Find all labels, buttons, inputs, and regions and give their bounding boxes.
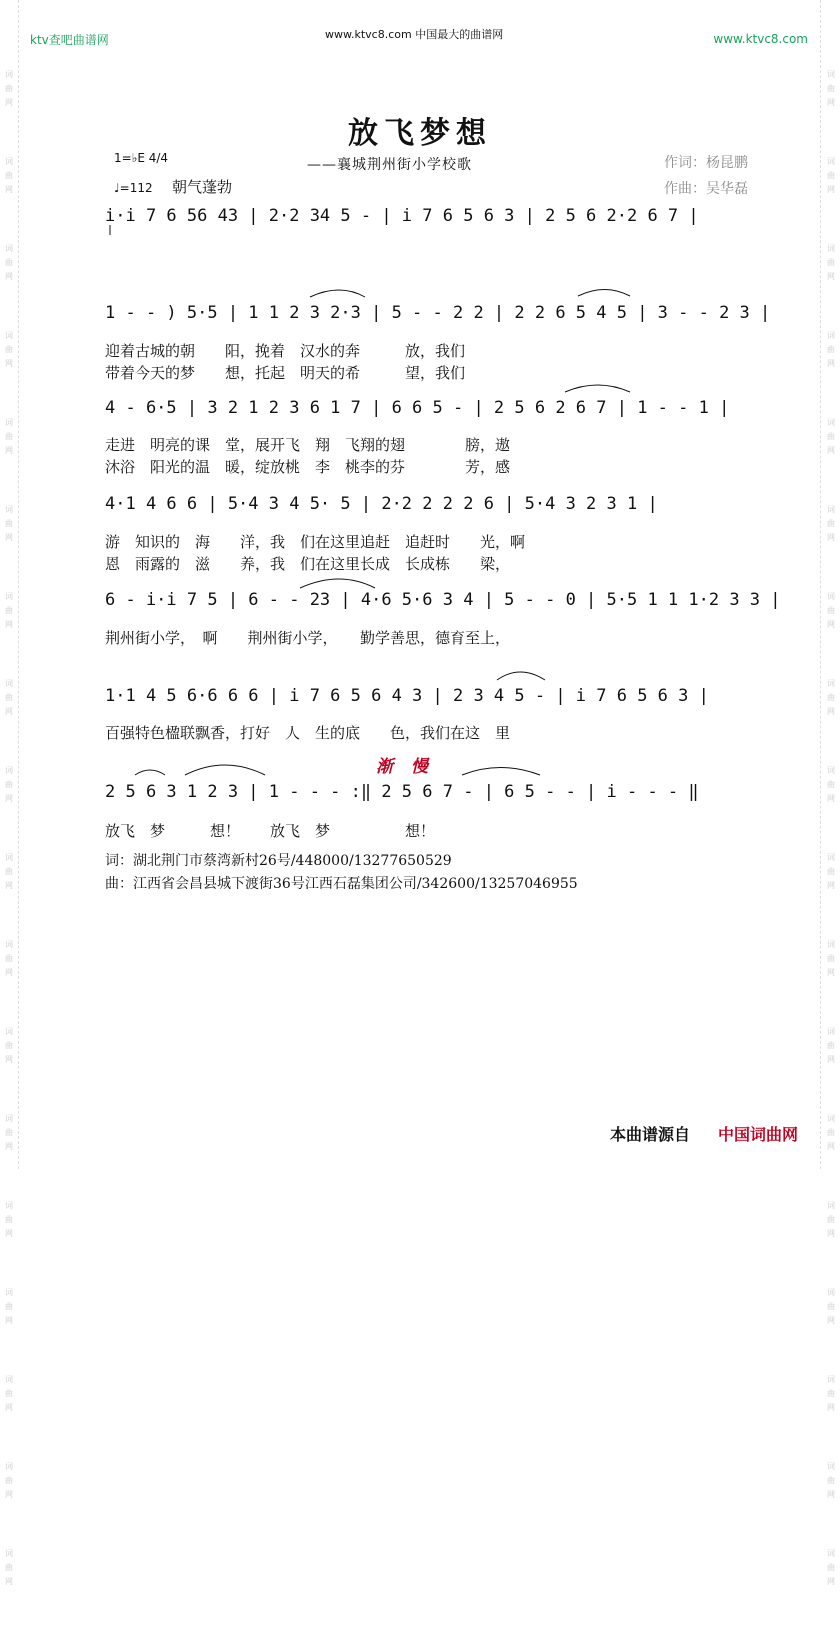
watermark-glyph: 词	[827, 70, 835, 79]
watermark-glyph: 曲	[5, 1215, 13, 1224]
score-row-6: 1·1 4 5 6·6 6 6 | i 7 6 5 6 4 3 | 2 3 4 5 - | i 7 6 5 6 3 |	[105, 686, 709, 706]
watermark-glyph: 词	[5, 1201, 13, 1210]
song-title: 放飞梦想	[348, 116, 492, 151]
watermark-glyph: 词	[5, 1288, 13, 1297]
watermark-glyph: 曲	[827, 780, 835, 789]
watermark-glyph: 网	[827, 1577, 835, 1586]
watermark-glyph: 网	[5, 272, 13, 281]
watermark-glyph: 网	[827, 98, 835, 107]
lyric-line-9: 放飞 梦 想！ 放飞 梦 想！	[105, 822, 436, 840]
watermark-glyph: 网	[827, 1490, 835, 1499]
lyric-line-6: 恩 雨露的 滋 养，我 们在这里长成 长成栋 梁，	[105, 555, 511, 573]
watermark-glyph: 曲	[827, 1563, 835, 1572]
watermark-glyph: 网	[5, 359, 13, 368]
key-signature: 1=♭E 4/4	[114, 151, 169, 165]
watermark-glyph: 曲	[5, 867, 13, 876]
composer-credit: 作曲：吴华磊	[664, 181, 748, 197]
watermark-glyph: 词	[827, 1114, 835, 1123]
watermark-glyph: 网	[5, 1577, 13, 1586]
watermark-glyph: 曲	[5, 1389, 13, 1398]
watermark-glyph: 网	[5, 707, 13, 716]
watermark-glyph: 网	[5, 620, 13, 629]
watermark-glyph: 词	[5, 244, 13, 253]
lyric-line-8: 百强特色楹联飘香，打好 人 生的底 色，我们在这 里	[105, 724, 511, 742]
score-row-2: 1 - - ) 5·5 | 1 1 2 3 2·3 | 5 - - 2 2 | 2 2 6 5 4 5 | 3 - - 2 3 |	[105, 303, 771, 323]
watermark-glyph: 词	[5, 766, 13, 775]
watermark-glyph: 曲	[827, 1476, 835, 1485]
watermark-glyph: 网	[5, 1490, 13, 1499]
score-row-5: 6 - i·i 7 5 | 6 - - 23 | 4·6 5·6 3 4 | 5 - - 0 | 5·5 1 1 1·2 3 3 |	[105, 590, 781, 610]
footer-source-label: 本曲谱源自	[610, 1125, 691, 1144]
watermark-glyph: 曲	[827, 345, 835, 354]
watermark-glyph: 网	[827, 1055, 835, 1064]
watermark-glyph: 词	[827, 853, 835, 862]
watermark-glyph: 词	[5, 1462, 13, 1471]
watermark-glyph: 网	[827, 185, 835, 194]
watermark-glyph: 词	[5, 940, 13, 949]
watermark-glyph: 网	[827, 1316, 835, 1325]
score-row-4: 4·1 4 6 6 | 5·4 3 4 5· 5 | 2·2 2 2 2 6 | 5·4 3 2 3 1 |	[105, 494, 658, 514]
watermark-glyph: 词	[827, 592, 835, 601]
watermark-glyph: 网	[827, 272, 835, 281]
watermark-glyph: 网	[827, 1229, 835, 1238]
watermark-glyph: 词	[827, 418, 835, 427]
lyricist-contact: 词：湖北荆门市蔡湾新村26号/448000/13277650529	[105, 853, 452, 869]
watermark-glyph: 词	[827, 244, 835, 253]
watermark-glyph: 曲	[827, 1215, 835, 1224]
watermark-glyph: 网	[5, 446, 13, 455]
lyric-line-3: 走进 明亮的课 堂，展开飞 翔 飞翔的翅 膀，遨	[105, 436, 511, 454]
watermark-glyph: 曲	[5, 954, 13, 963]
mood-marking: 朝气蓬勃	[172, 178, 233, 196]
watermark-glyph: 曲	[827, 1389, 835, 1398]
watermark-glyph: 词	[827, 940, 835, 949]
watermark-glyph: 词	[5, 1027, 13, 1036]
watermark-glyph: 曲	[5, 1476, 13, 1485]
watermark-glyph: 词	[5, 853, 13, 862]
header-site-link-right[interactable]: www.ktvc8.com	[713, 32, 808, 46]
watermark-glyph: 网	[827, 1142, 835, 1151]
watermark-glyph: 词	[5, 1375, 13, 1384]
watermark-glyph: 网	[5, 185, 13, 194]
watermark-glyph: 曲	[827, 258, 835, 267]
lyric-line-2: 带着今天的梦 想，托起 明天的希 望，我们	[105, 364, 466, 382]
composer-contact: 曲：江西省会昌县城下渡街36号江西石磊集团公司/342600/13257046955	[105, 876, 578, 892]
watermark-glyph: 曲	[5, 345, 13, 354]
watermark-glyph: 曲	[827, 1041, 835, 1050]
watermark-glyph: 曲	[5, 84, 13, 93]
watermark-glyph: 网	[827, 359, 835, 368]
watermark-glyph: 网	[827, 968, 835, 977]
watermark-glyph: 网	[827, 707, 835, 716]
tempo-marking: ♩=112	[114, 181, 153, 195]
watermark-glyph: 曲	[5, 693, 13, 702]
watermark-glyph: 曲	[5, 606, 13, 615]
watermark-glyph: 词	[5, 331, 13, 340]
watermark-glyph: 曲	[5, 1563, 13, 1572]
watermark-glyph: 词	[5, 418, 13, 427]
watermark-glyph: 词	[827, 157, 835, 166]
watermark-glyph: 词	[5, 1549, 13, 1558]
watermark-glyph: 曲	[827, 1128, 835, 1137]
watermark-glyph: 曲	[827, 84, 835, 93]
watermark-glyph: 网	[5, 1403, 13, 1412]
footer-site-link[interactable]: 中国词曲网	[718, 1125, 799, 1144]
lyricist-credit: 作词：杨昆鹏	[664, 155, 748, 171]
watermark-glyph: 曲	[5, 1128, 13, 1137]
song-subtitle: ——襄城荆州街小学校歌	[307, 157, 472, 173]
header-site-caption: www.ktvc8.com 中国最大的曲谱网	[325, 28, 504, 41]
watermark-glyph: 网	[827, 1403, 835, 1412]
watermark-glyph: 曲	[5, 1041, 13, 1050]
watermark-glyph: 网	[827, 881, 835, 890]
watermark-glyph: 曲	[5, 432, 13, 441]
watermark-glyph: 词	[5, 592, 13, 601]
score-row-7: 2 5 6 3 1 2 3 | 1 - - - :‖ 2 5 6 7 - | 6 5 - - | i - - - ‖	[105, 782, 699, 802]
watermark-glyph: 曲	[5, 519, 13, 528]
watermark-glyph: 网	[5, 881, 13, 890]
watermark-glyph: 词	[5, 70, 13, 79]
watermark-glyph: 曲	[827, 693, 835, 702]
watermark-glyph: 网	[5, 1316, 13, 1325]
watermark-glyph: 曲	[827, 171, 835, 180]
watermark-glyph: 曲	[5, 171, 13, 180]
score-row-3: 4 - 6·5 | 3 2 1 2 3 6 1 7 | 6 6 5 - | 2 5 6 2 6 7 | 1 - - 1 |	[105, 398, 730, 418]
watermark-glyph: 词	[827, 1549, 835, 1558]
watermark-glyph: 曲	[827, 954, 835, 963]
watermark-glyph: 曲	[827, 519, 835, 528]
watermark-glyph: 网	[5, 533, 13, 542]
watermark-glyph: 曲	[827, 867, 835, 876]
watermark-glyph: 词	[827, 1462, 835, 1471]
header-site-link-left[interactable]: ktv查吧曲谱网	[30, 33, 109, 47]
watermark-glyph: 网	[827, 794, 835, 803]
watermark-glyph: 网	[827, 533, 835, 542]
watermark-glyph: 网	[827, 620, 835, 629]
watermark-glyph: 词	[827, 1288, 835, 1297]
lyric-line-5: 游 知识的 海 洋，我 们在这里追赶 追赶时 光，啊	[105, 533, 526, 551]
watermark-glyph: 词	[827, 766, 835, 775]
lyric-line-7: 荆州街小学， 啊 荆州街小学， 勤学善思，德育至上，	[105, 629, 511, 647]
watermark-glyph: 网	[5, 968, 13, 977]
ritardando-marking: 渐 慢	[376, 757, 434, 777]
watermark-glyph: 词	[5, 505, 13, 514]
score-row-1: i·i 7 6 56 43 | 2·2 34 5 - | i 7 6 5 6 3 | 2 5 6 2·2 6 7 |	[105, 206, 699, 226]
watermark-glyph: 词	[5, 679, 13, 688]
watermark-glyph: 曲	[827, 606, 835, 615]
watermark-glyph: 词	[827, 505, 835, 514]
watermark-glyph: 曲	[5, 1302, 13, 1311]
watermark-glyph: 网	[5, 98, 13, 107]
watermark-glyph: 词	[827, 679, 835, 688]
watermark-glyph: 词	[827, 1027, 835, 1036]
watermark-glyph: 曲	[5, 780, 13, 789]
watermark-glyph: 词	[5, 1114, 13, 1123]
watermark-glyph: 词	[827, 1201, 835, 1210]
watermark-glyph: 词	[827, 331, 835, 340]
watermark-glyph: 曲	[827, 1302, 835, 1311]
watermark-glyph: 词	[827, 1375, 835, 1384]
watermark-glyph: 曲	[827, 432, 835, 441]
watermark-glyph: 网	[5, 794, 13, 803]
watermark-glyph: 网	[5, 1142, 13, 1151]
watermark-glyph: 网	[5, 1229, 13, 1238]
lyric-line-1: 迎着古城的朝 阳，挽着 汉水的奔 放，我们	[105, 342, 466, 360]
watermark-glyph: 网	[827, 446, 835, 455]
watermark-glyph: 网	[5, 1055, 13, 1064]
watermark-glyph: 曲	[5, 258, 13, 267]
lyric-line-4: 沐浴 阳光的温 暖，绽放桃 李 桃李的芬 芳，感	[105, 458, 511, 476]
watermark-glyph: 词	[5, 157, 13, 166]
